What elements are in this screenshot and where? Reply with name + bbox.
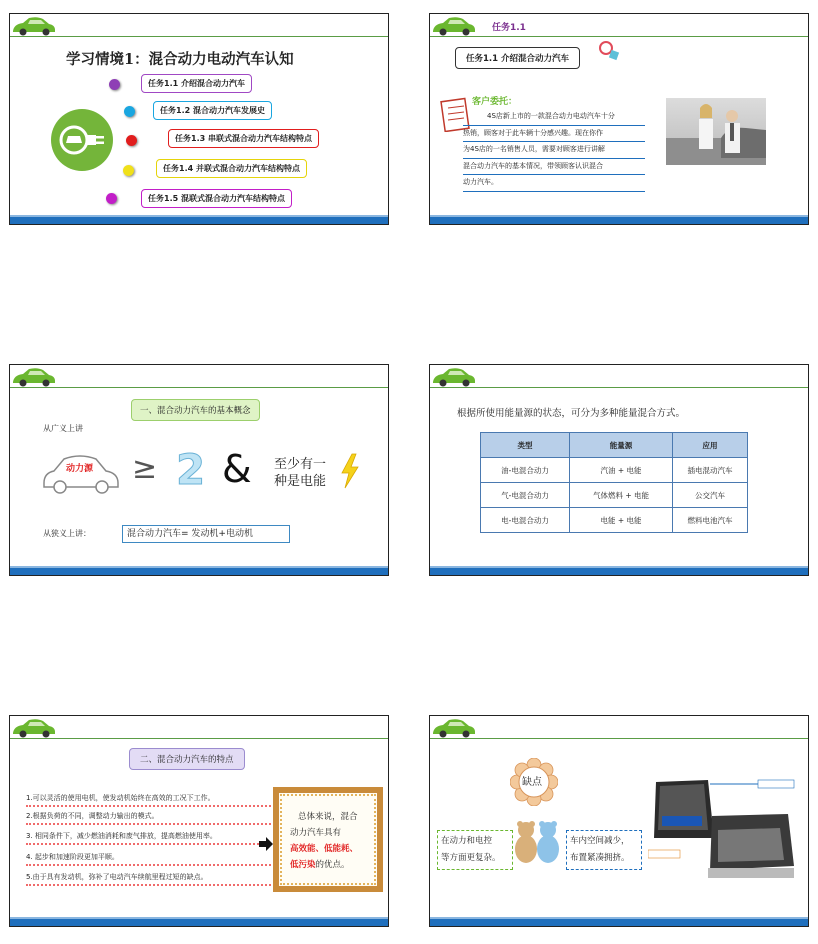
table-row (481, 458, 748, 483)
lightning-icon (340, 453, 360, 489)
feature-item-3: 3. 相同条件下，减少燃油消耗和废气排放，提高燃油使用率。 (26, 831, 271, 845)
drawback-badge: 缺点 (522, 777, 542, 788)
task-dot-3 (126, 135, 137, 146)
drawback-right (566, 830, 642, 870)
intro-text: 根据所使用能量源的状态，可分为多种能量混合方式。 (457, 408, 686, 419)
summary-line-1: 总体来说，混合 (298, 812, 358, 822)
table-header: 应用 (673, 433, 748, 458)
features-heading: 二、混合动力汽车的特点 (129, 748, 245, 770)
narrow-label: 从狭义上讲： (43, 529, 91, 538)
slide-1[interactable] (9, 13, 389, 225)
task-dot-5 (106, 193, 117, 204)
geq-symbol: ≥ (132, 451, 158, 486)
task-link-5[interactable]: 任务1.5 混联式混合动力汽车结构特点 (141, 189, 292, 208)
number-two: 2 (176, 445, 206, 494)
car-logo-icon (11, 717, 57, 739)
car-logo-icon (431, 717, 477, 739)
hybrid-plug-icon (50, 108, 114, 172)
slide-title: 学习情境1：混合动力电动汽车认知 (66, 51, 294, 68)
summary-line-2: 动力汽车具有 (290, 828, 342, 838)
car-logo-icon (431, 366, 477, 388)
atleast-line-1: 至少有一 (274, 457, 327, 472)
table-row (481, 483, 748, 508)
drawback-left-line-2: 等方面更复杂。 (441, 853, 501, 863)
slide-3[interactable] (9, 364, 389, 576)
client-line-4: 混合动力汽车的基本情况，带领顾客认识混合 (463, 159, 645, 176)
table-cell: 气-电混合动力 (481, 483, 570, 508)
concept-heading: 一、混合动力汽车的基本概念 (131, 399, 260, 421)
client-line-3: 为4S店的一名销售人员，需要对顾客进行讲解 (463, 142, 645, 159)
slide-5[interactable] (9, 715, 389, 927)
summary-highlight-1: 高效能、低能耗、 (290, 844, 359, 854)
slide-2[interactable] (429, 13, 809, 225)
feature-item-5: 5.由于具有发动机，弥补了电动汽车续航里程过短的缺点。 (26, 872, 271, 886)
client-label: 客户委托： (472, 97, 518, 107)
trunk-photo (648, 778, 796, 888)
table-cell: 气体燃料 + 电能 (570, 483, 673, 508)
car-logo-icon (11, 366, 57, 388)
task-link-4[interactable]: 任务1.4 并联式混合动力汽车结构特点 (156, 159, 307, 178)
client-line-2: 热销，顾客对于此车辆十分感兴趣。现在你作 (463, 126, 645, 143)
energy-table (480, 432, 748, 533)
task-link-3[interactable]: 任务1.3 串联式混合动力汽车结构特点 (168, 129, 319, 148)
table-cell: 油-电混合动力 (481, 458, 570, 483)
table-row (481, 508, 748, 533)
task-dot-4 (123, 165, 134, 176)
drawback-right-line-1: 车内空间减少， (570, 836, 630, 846)
client-text (463, 109, 645, 192)
drawback-left-line-1: 在动力和电控 (441, 836, 493, 846)
task-dot-2 (124, 106, 135, 117)
arrow-right-icon (259, 837, 273, 851)
summary-highlight-2: 低污染 (290, 860, 316, 870)
table-header: 能量源 (570, 433, 673, 458)
table-cell: 电能 + 电能 (570, 508, 673, 533)
ampersand: & (222, 447, 252, 491)
table-header-row (481, 433, 748, 458)
task-link-1[interactable]: 任务1.1 介绍混合动力汽车 (141, 74, 252, 93)
drawback-left (437, 830, 513, 870)
task-dot-1 (109, 79, 120, 90)
drawback-right-line-2: 布置紧凑拥挤。 (570, 853, 630, 863)
magnifier-icon (597, 39, 621, 63)
atleast-line-2: 种是电能 (274, 474, 327, 489)
summary-end: 的优点。 (315, 860, 350, 870)
teddy-bears-icon (510, 816, 566, 866)
car-logo-icon (431, 15, 477, 37)
slide-4[interactable] (429, 364, 809, 576)
slide-6[interactable] (429, 715, 809, 927)
task-link-2[interactable]: 任务1.2 混合动力汽车发展史 (153, 101, 272, 120)
sales-photo (666, 98, 766, 165)
table-cell: 汽油 + 电能 (570, 458, 673, 483)
table-header: 类型 (481, 433, 570, 458)
summary-frame (273, 787, 383, 892)
feature-item-2: 2.根据负荷的不同，调整动力输出的模式。 (26, 811, 271, 825)
table-cell: 电-电混合动力 (481, 508, 570, 533)
feature-item-1: 1.可以灵活的使用电机，使发动机始终在高效的工况下工作。 (26, 793, 271, 807)
power-source-label: 动力源 (66, 464, 94, 474)
table-cell: 插电混动汽车 (673, 458, 748, 483)
formula-box: 混合动力汽车= 发动机+电动机 (122, 525, 290, 543)
slide-header: 任务1.1 (492, 23, 526, 33)
table-cell: 燃料电池汽车 (673, 508, 748, 533)
feature-item-4: 4. 起步和加速阶段更加平顺。 (26, 852, 271, 866)
broad-label: 从广义上讲 (43, 424, 83, 433)
client-line-1: 4S店新上市的一款混合动力电动汽车十分 (463, 109, 645, 126)
summary-text (290, 809, 372, 873)
table-cell: 公交汽车 (673, 483, 748, 508)
car-logo-icon (11, 15, 57, 37)
task-title: 任务1.1 介绍混合动力汽车 (455, 47, 580, 69)
client-line-5: 动力汽车。 (463, 175, 645, 192)
